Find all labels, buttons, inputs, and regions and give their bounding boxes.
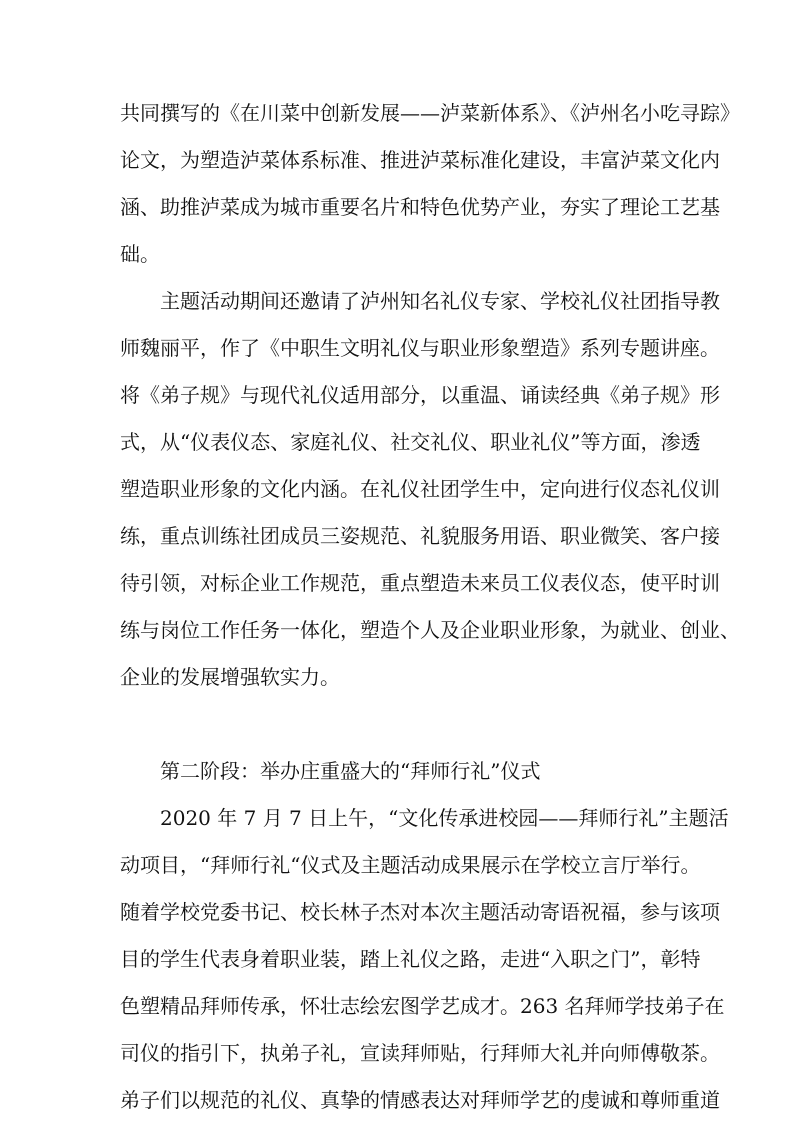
paragraph-line: 色塑精品拜师传承，怀壮志绘宏图学艺成才。263 名拜师学技弟子在 [120,994,725,1018]
paragraph-line: 共同撰写的《在川菜中创新发展——泸菜新体系》、《泸州名小吃寻踪》 [120,101,740,125]
paragraph-line: 师魏丽平，作了《中职生文明礼仪与职业形象塑造》系列专题讲座。 [120,336,720,360]
paragraph-line: 式，从“仪表仪态、家庭礼仪、社交礼仪、职业礼仪”等方面，渗透 [120,430,701,454]
paragraph-line: 础。 [120,242,160,266]
section-heading: 第二阶段：举办庄重盛大的“拜师行礼”仪式 [160,759,541,783]
paragraph-line: 主题活动期间还邀请了泸州知名礼仪专家、学校礼仪社团指导教 [160,289,720,313]
paragraph-line: 动项目，“拜师行礼“仪式及主题活动成果展示在学校立言厅举行。 [120,853,701,877]
paragraph-line: 练，重点训练社团成员三姿规范、礼貌服务用语、职业微笑、客户接 [120,524,720,548]
paragraph-line: 待引领，对标企业工作规范，重点塑造未来员工仪表仪态，使平时训 [120,571,720,595]
paragraph-line: 司仪的指引下，执弟子礼，宣读拜师贴，行拜师大礼并向师傅敬茶。 [120,1041,720,1065]
paragraph-line: 涵、助推泸菜成为城市重要名片和特色优势产业，夯实了理论工艺基 [120,195,720,219]
paragraph-line: 目的学生代表身着职业装，踏上礼仪之路，走进“入职之门”，彰特 [120,947,701,971]
paragraph-line: 练与岗位工作任务一体化，塑造个人及企业职业形象，为就业、创业、 [120,618,740,642]
paragraph-line: 弟子们以规范的礼仪、真挚的情感表达对拜师学艺的虔诚和尊师重道 [120,1088,720,1112]
paragraph-line: 企业的发展增强软实力。 [120,665,340,689]
paragraph-line: 塑造职业形象的文化内涵。在礼仪社团学生中，定向进行仪态礼仪训 [120,477,720,501]
paragraph-line: 论文，为塑造泸菜体系标准、推进泸菜标准化建设，丰富泸菜文化内 [120,148,720,172]
paragraph-line: 随着学校党委书记、校长林子杰对本次主题活动寄语祝福，参与该项 [120,900,720,924]
paragraph-line: 2020 年 7 月 7 日上午，“文化传承进校园——拜师行礼”主题活 [160,806,729,830]
paragraph-line: 将《弟子规》与现代礼仪适用部分，以重温、诵读经典《弟子规》形 [120,383,720,407]
